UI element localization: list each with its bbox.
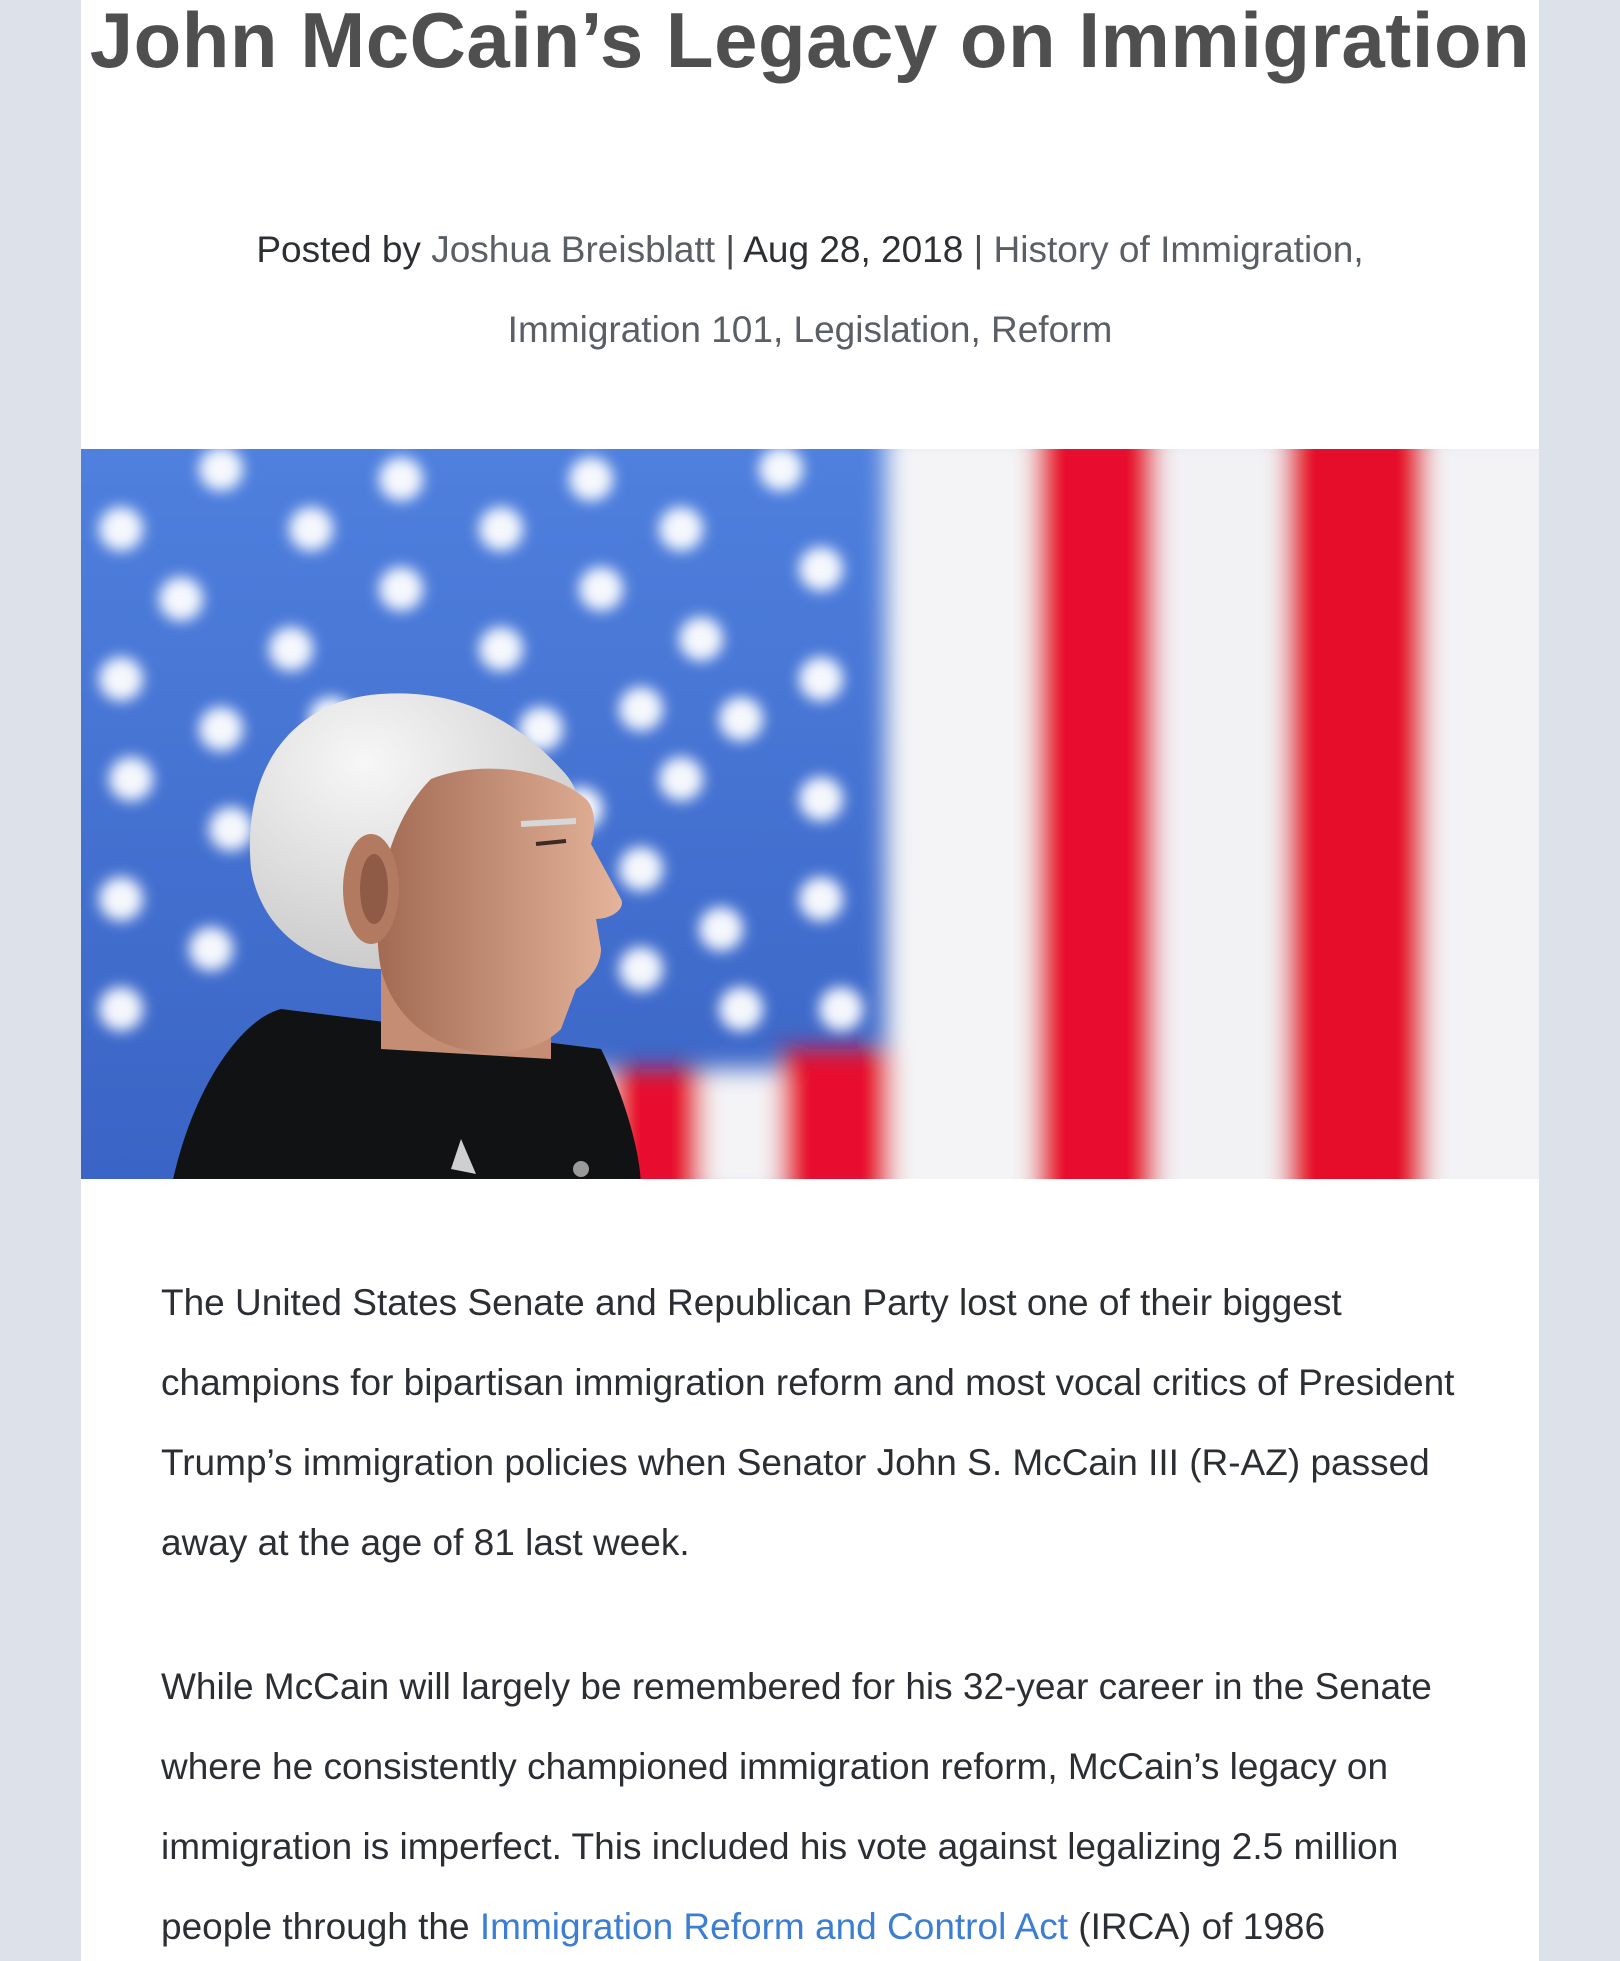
hero-image bbox=[81, 449, 1539, 1179]
paragraph-2-text-end: (IRCA) of 1986 bbox=[1068, 1906, 1326, 1947]
irca-link[interactable]: Immigration Reform and Control Act bbox=[479, 1906, 1068, 1947]
paragraph-2 bbox=[161, 1647, 1461, 1961]
paragraph-2-text: While McCain will largely be remembered for his 32-year career in the Senate where he consistently championed immigration reform, McCain’s legacy on immigration is imperfect. This included his vote against legalizing 2.5 million people through the bbox=[161, 1666, 1432, 1947]
paragraph-1: The United States Senate and Republican Party lost one of their biggest champions for bipartisan immigration reform and most vocal critics of President Trump’s immigration policies when Senator John S. McCain III (R-AZ) passed away at the age of 81 last week. bbox=[161, 1282, 1455, 1563]
posted-by-label: Posted by bbox=[256, 229, 421, 270]
category-comma: , bbox=[1353, 229, 1364, 270]
category-link-history-of-immigration[interactable]: History of Immigration bbox=[993, 229, 1354, 270]
article-card bbox=[81, 0, 1539, 1961]
category-comma: , bbox=[772, 309, 784, 350]
category-link-reform[interactable]: Reform bbox=[991, 309, 1113, 350]
meta-separator: | bbox=[973, 229, 984, 270]
meta-separator: | bbox=[725, 229, 735, 270]
post-meta bbox=[231, 210, 1389, 370]
category-link-immigration-101[interactable]: Immigration 101 bbox=[507, 309, 773, 350]
article-body bbox=[161, 1263, 1461, 1961]
category-link-legislation[interactable]: Legislation bbox=[793, 309, 971, 350]
category-comma: , bbox=[970, 309, 981, 350]
post-date: Aug 28, 2018 bbox=[743, 229, 964, 270]
article-title: John McCain’s Legacy on Immigration bbox=[89, 0, 1531, 84]
author-link[interactable]: Joshua Breisblatt bbox=[431, 229, 716, 270]
